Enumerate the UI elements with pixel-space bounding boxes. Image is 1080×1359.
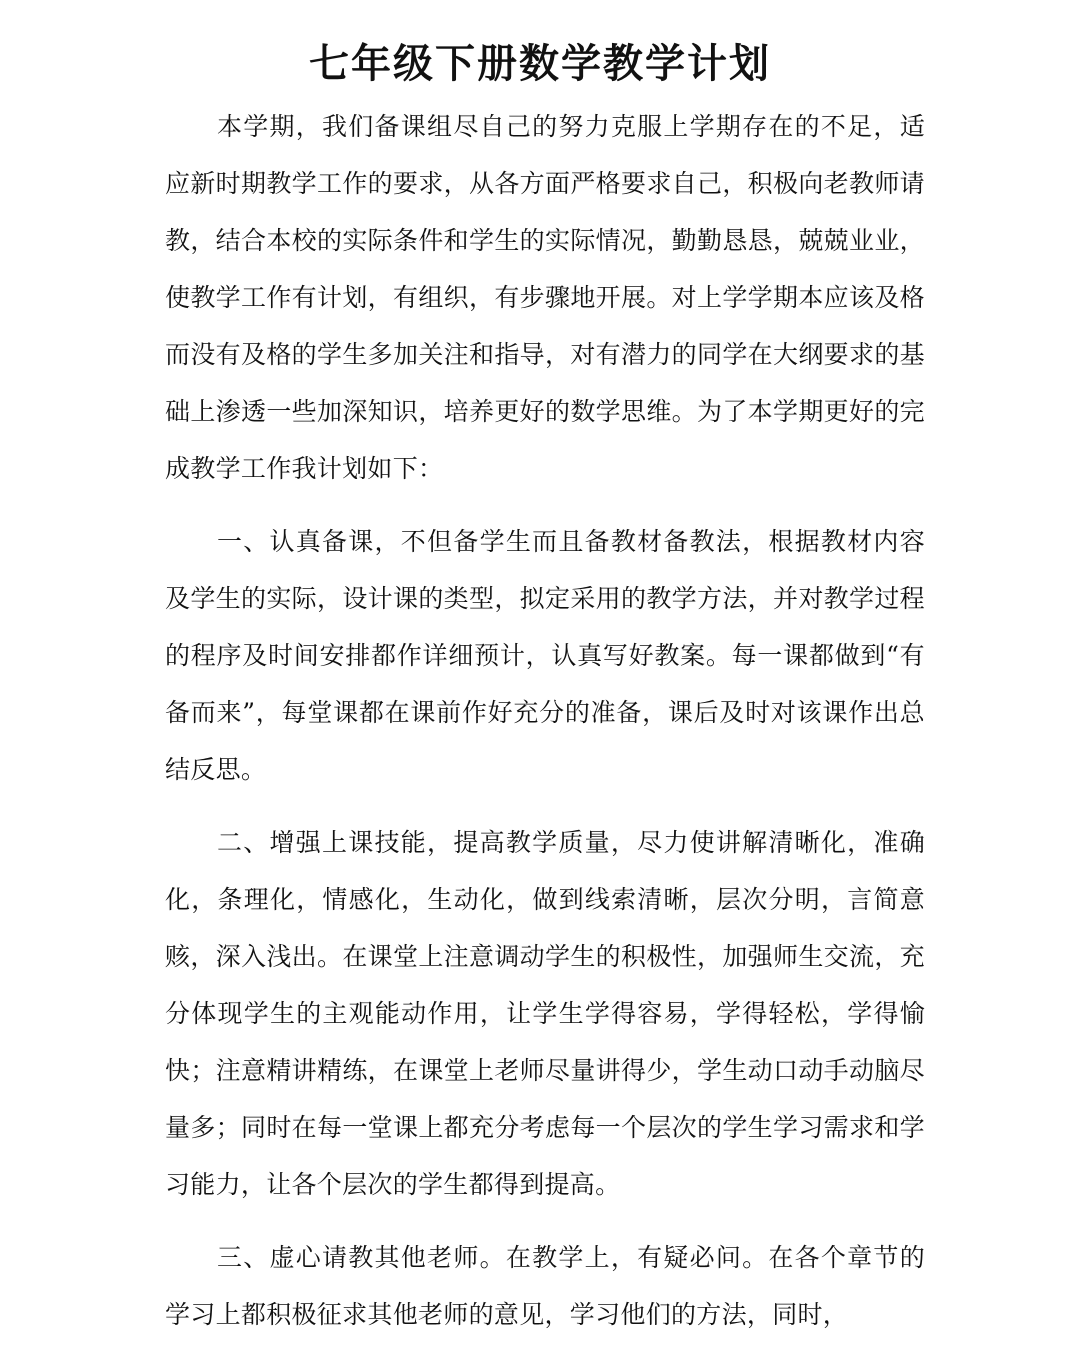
paragraph-item-3: 三、虚心请教其他老师。在教学上，有疑必问。在各个章节的学习上都积极征求其他老师的意见，学习他们的方法，同时，	[165, 1243, 925, 1329]
document-body	[165, 98, 925, 1359]
document-title: 七年级下册数学教学计划	[309, 40, 771, 87]
paragraph-intro: 本学期，我们备课组尽自己的努力克服上学期存在的不足，适应新时期教学工作的要求，从各方面严格要求自己，积极向老教师请教，结合本校的实际条件和学生的实际情况，勤勤恳恳，兢兢业业，使教学工作有计划，有组织，有步骤地开展。对上学学期本应该及格而没有及格的学生多加关注和指导，对有潜力的同学在大纲要求的基础上渗透一些加深知识，培养更好的数学思维。为了本学期更好的完成教学工作我计划如下：	[165, 112, 925, 483]
paragraph-item-1: 一、认真备课，不但备学生而且备教材备教法，根据教材内容及学生的实际，设计课的类型，拟定采用的教学方法，并对教学过程的程序及时间安排都作详细预计，认真写好教案。每一课都做到“有备而来”，每堂课都在课前作好充分的准备，课后及时对该课作出总结反思。	[165, 527, 925, 784]
paragraph-item-2: 二、增强上课技能，提高教学质量，尽力使讲解清晰化，准确化，条理化，情感化，生动化，做到线索清晰，层次分明，言简意赅，深入浅出。在课堂上注意调动学生的积极性，加强师生交流，充分体现学生的主观能动作用，让学生学得容易，学得轻松，学得愉快；注意精讲精练，在课堂上老师尽量讲得少，学生动口动手动脑尽量多；同时在每一堂课上都充分考虑每一个层次的学生学习需求和学习能力，让各个层次的学生都得到提高。	[165, 828, 925, 1199]
